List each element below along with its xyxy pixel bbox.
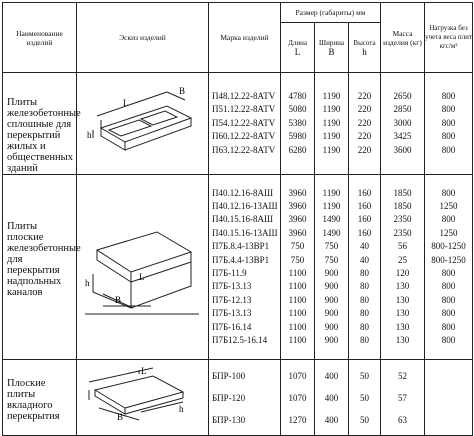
mark-cell: П40.15.16-8АШ — [212, 214, 274, 225]
sketch-cell — [77, 73, 209, 175]
insert-slab-sketch-icon — [79, 362, 207, 428]
height-cell: 80 — [360, 294, 369, 305]
length-cell: 4780 — [288, 90, 307, 101]
load-cell: 800 — [441, 104, 456, 115]
length-cell: 1100 — [288, 268, 307, 278]
mass-cell: 1850 — [393, 200, 412, 211]
mark-cell: П7Б.8.4-13ВР1 — [212, 241, 270, 252]
load-cell: 1250 — [439, 227, 458, 238]
height-cell: 160 — [357, 227, 372, 238]
header-length — [281, 23, 315, 73]
length-cell: 3960 — [288, 187, 307, 198]
header-size-group: Размер (габариты) мм — [281, 3, 381, 23]
height-cell: 160 — [357, 214, 372, 225]
header-height-symbol: h — [362, 46, 367, 57]
width-cell: 1490 — [322, 227, 341, 238]
length-cell: 3960 — [288, 200, 307, 211]
height-cell: 220 — [357, 144, 372, 155]
length-column — [281, 73, 315, 175]
width-column — [315, 73, 349, 175]
sketch-length-label: L — [138, 271, 144, 282]
height-cell: 80 — [360, 321, 369, 332]
mass-cell: 57 — [398, 392, 407, 403]
height-cell: 40 — [360, 254, 369, 265]
sketch-height-label: h — [178, 404, 183, 414]
load-cell: 800 — [441, 321, 456, 332]
sketch-width-label: B — [178, 86, 185, 96]
mass-cell: 130 — [395, 321, 410, 332]
load-cell: 800 — [441, 268, 456, 278]
length-cell: 6280 — [288, 144, 307, 155]
load-cell: 800 — [441, 214, 456, 225]
group-row — [3, 73, 473, 175]
mark-cell: П7Б-11.9 — [212, 268, 247, 278]
width-cell: 1190 — [322, 90, 341, 101]
mass-cell: 2650 — [393, 90, 412, 101]
width-cell: 1190 — [322, 131, 341, 142]
length-cell: 3960 — [288, 214, 307, 225]
length-cell: 5980 — [288, 131, 307, 142]
header-width-symbol: B — [328, 46, 335, 57]
specification-table — [2, 2, 473, 436]
height-cell: 220 — [357, 131, 372, 142]
mark-cell: П60.12.22-8АТV — [212, 131, 276, 142]
length-cell: 1070 — [288, 392, 307, 403]
mass-cell: 3600 — [393, 144, 412, 155]
mass-cell: 2350 — [393, 214, 412, 225]
length-cell: 5380 — [288, 117, 307, 128]
header-length-symbol: L — [294, 46, 301, 57]
height-cell: 220 — [357, 117, 372, 128]
mass-cell: 2350 — [393, 227, 412, 238]
width-column — [315, 360, 349, 436]
height-cell: 50 — [360, 370, 369, 381]
length-cell: 1100 — [288, 335, 307, 346]
header-height — [349, 23, 381, 73]
height-column — [349, 73, 381, 175]
mass-cell: 130 — [395, 335, 410, 346]
width-cell: 900 — [324, 268, 339, 278]
length-cell: 1070 — [288, 370, 307, 381]
length-cell: 3960 — [288, 227, 307, 238]
height-cell: 50 — [360, 392, 369, 403]
header-length-label: Длина — [288, 38, 307, 47]
mass-cell: 120 — [395, 268, 410, 278]
mark-cell: БПР-100 — [212, 370, 246, 381]
mark-cell: П51.12.22-8АТV — [212, 104, 276, 115]
load-cell: 1250 — [439, 200, 458, 211]
height-cell: 160 — [357, 187, 372, 198]
height-cell: 160 — [357, 200, 372, 211]
mass-cell: 130 — [395, 281, 410, 292]
load-cell: 800 — [441, 281, 456, 292]
header-load: Нагрузка без учета веса плит кгс/м² — [425, 3, 473, 73]
width-cell: 900 — [324, 294, 339, 305]
width-cell: 1190 — [322, 117, 341, 128]
load-cell: 800 — [441, 294, 456, 305]
width-cell: 1190 — [322, 187, 341, 198]
height-column — [349, 360, 381, 436]
height-cell: 220 — [357, 104, 372, 115]
height-cell: 80 — [360, 335, 369, 346]
load-column — [425, 360, 473, 436]
mass-cell: 3425 — [393, 131, 412, 142]
width-cell: 900 — [324, 335, 339, 346]
load-column — [425, 73, 473, 175]
mark-cell: П7Б-13.13 — [212, 308, 252, 319]
mark-cell: П40.12.16-8АШ — [212, 187, 274, 198]
marks-column — [209, 360, 281, 436]
header-name: Наименование изделий — [3, 3, 77, 73]
sketch-height-label: h — [84, 277, 89, 288]
length-cell: 1100 — [288, 294, 307, 305]
sketch-width-label: B — [116, 412, 123, 422]
marks-column — [209, 175, 281, 360]
flat-slab-sketch-icon — [79, 190, 207, 340]
header-mark: Марка изделий — [209, 3, 281, 73]
load-cell: 800 — [441, 308, 456, 319]
length-cell: 750 — [290, 254, 305, 265]
sketch-cell — [77, 175, 209, 360]
load-cell: 800 — [441, 187, 456, 198]
length-cell: 1100 — [288, 308, 307, 319]
width-cell: 1190 — [322, 104, 341, 115]
mark-cell: П7Б12.5-16.14 — [212, 335, 268, 346]
header-width — [315, 23, 349, 73]
header-width-label: Ширина — [319, 38, 344, 47]
mass-column — [381, 175, 425, 360]
mass-cell: 25 — [398, 254, 407, 265]
width-cell: 750 — [324, 254, 339, 265]
mass-cell: 3000 — [393, 117, 412, 128]
header-row-1 — [3, 3, 473, 23]
width-cell: 400 — [324, 414, 339, 425]
group-row — [3, 175, 473, 360]
height-cell: 220 — [357, 90, 372, 101]
hollow-slab-sketch-icon — [79, 76, 207, 166]
length-cell: 1100 — [288, 281, 307, 292]
load-cell: 800 — [441, 131, 456, 142]
height-cell: 80 — [360, 281, 369, 292]
mark-cell: П63.12.22-8АТV — [212, 144, 276, 155]
length-column — [281, 360, 315, 436]
marks-column — [209, 73, 281, 175]
mass-column — [381, 73, 425, 175]
mass-cell: 52 — [398, 370, 407, 381]
mass-cell: 130 — [395, 294, 410, 305]
load-cell: 800 — [441, 117, 456, 128]
height-cell: 50 — [360, 414, 369, 425]
length-cell: 1270 — [288, 414, 307, 425]
height-cell: 80 — [360, 308, 369, 319]
width-cell: 400 — [324, 370, 339, 381]
load-cell: 800 — [441, 335, 456, 346]
length-cell: 5080 — [288, 104, 307, 115]
mark-cell: П7Б-12.13 — [212, 294, 252, 305]
group-name: Плиты железобетонные сплошные для перекрытий жилых и общественных зданий — [3, 73, 77, 175]
mass-cell: 63 — [398, 414, 407, 425]
height-cell: 80 — [360, 268, 369, 278]
height-column — [349, 175, 381, 360]
length-column — [281, 175, 315, 360]
mark-cell: БПР-120 — [212, 392, 246, 403]
sketch-cell — [77, 360, 209, 436]
mass-cell: 130 — [395, 308, 410, 319]
width-cell: 400 — [324, 392, 339, 403]
header-height-label: Высота — [353, 38, 376, 47]
sketch-length-label: L — [140, 366, 146, 376]
header-mass: Масса изделия (кг) — [381, 3, 425, 73]
mark-cell: П7Б-13.13 — [212, 281, 252, 292]
mark-cell: П40.15.16-13АШ — [212, 227, 278, 238]
width-cell: 750 — [324, 241, 339, 252]
mass-cell: 56 — [398, 241, 407, 252]
mark-cell: П48.12.22-8АТV — [212, 90, 276, 101]
load-cell: 800-1250 — [431, 254, 466, 265]
mass-cell: 2850 — [393, 104, 412, 115]
width-cell: 1190 — [322, 200, 341, 211]
mark-cell: П7Б-16.14 — [212, 321, 252, 332]
height-cell: 40 — [360, 241, 369, 252]
header-sketch: Эскиз изделий — [77, 3, 209, 73]
mass-cell: 1850 — [393, 187, 412, 198]
width-cell: 900 — [324, 308, 339, 319]
width-cell: 1490 — [322, 214, 341, 225]
load-cell: 800-1250 — [431, 241, 466, 252]
mark-cell: БПР-130 — [212, 414, 246, 425]
sketch-length-label: L — [122, 98, 128, 108]
sketch-width-label: B — [114, 294, 121, 305]
length-cell: 750 — [290, 241, 305, 252]
width-column — [315, 175, 349, 360]
group-row — [3, 360, 473, 436]
width-cell: 900 — [324, 281, 339, 292]
mark-cell: П7Б.4.4-13ВР1 — [212, 254, 270, 265]
load-column — [425, 175, 473, 360]
sketch-height-label: h — [86, 130, 91, 140]
group-name: Плоские плиты вкладного перекрытия — [3, 360, 77, 436]
group-name: Плиты плоские железобетонные для перекрытия надпольных каналов — [3, 175, 77, 360]
mark-cell: П40.12.16-13АШ — [212, 200, 278, 211]
load-cell: 800 — [441, 90, 456, 101]
width-cell: 900 — [324, 321, 339, 332]
mass-column — [381, 360, 425, 436]
load-cell: 800 — [441, 144, 456, 155]
width-cell: 1190 — [322, 144, 341, 155]
length-cell: 1100 — [288, 321, 307, 332]
mark-cell: П54.12.22-8АТV — [212, 117, 276, 128]
